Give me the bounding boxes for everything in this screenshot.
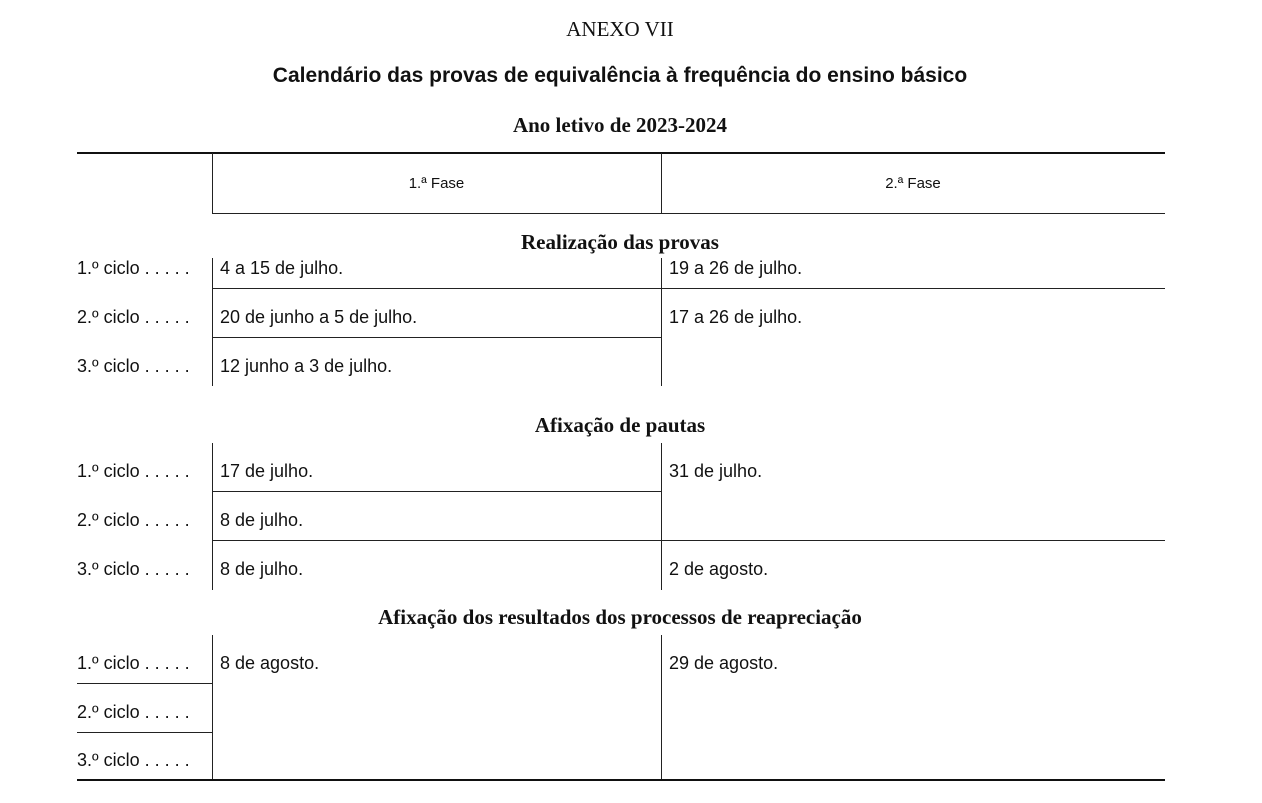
s2-phase2-cycle3: 2 de agosto. [669, 559, 769, 579]
s1-cycle-2: 2.º ciclo . . . . . [77, 307, 190, 327]
s1-cycle-1: 1.º ciclo . . . . . [77, 258, 190, 278]
s1-divider-mid [661, 258, 662, 386]
s1-row1-rule [212, 288, 1165, 289]
s3-divider-mid [661, 635, 662, 780]
s3-cycle-3: 3.º ciclo . . . . . [77, 750, 190, 770]
s2-row1-rule [212, 491, 661, 492]
s1-phase2-cycle1: 19 a 26 de julho. [669, 258, 803, 278]
s1-cycle-3: 3.º ciclo . . . . . [77, 356, 190, 376]
s2-phase1-cycle3: 8 de julho. [220, 559, 304, 579]
school-year: Ano letivo de 2023-2024 [512, 113, 728, 137]
s3-phase1-all-cycles: 8 de agosto. [220, 653, 320, 673]
s3-row2-rule [77, 732, 212, 733]
s2-row2-rule [212, 540, 1165, 541]
table-bottom-rule [77, 779, 1165, 781]
s3-row1-rule [77, 683, 212, 684]
s1-phase1-cycle1: 4 a 15 de julho. [220, 258, 344, 278]
s3-phase2-all-cycles: 29 de agosto. [669, 653, 779, 673]
document-title: Calendário das provas de equivalência à frequência do ensino básico [272, 64, 968, 87]
s3-cycle-2: 2.º ciclo . . . . . [77, 702, 190, 722]
s2-cycle-1: 1.º ciclo . . . . . [77, 461, 190, 481]
s2-divider-left [212, 443, 213, 590]
s1-row2-rule [212, 337, 661, 338]
section-title-postings: Afixação de pautas [534, 413, 706, 437]
header-bottom-rule [212, 213, 1165, 214]
section-title-exams: Realização das provas [521, 230, 719, 254]
s2-phase1-cycle1: 17 de julho. [220, 461, 314, 481]
phase2-header: 2.ª Fase [885, 175, 941, 192]
s2-cycle-3: 3.º ciclo . . . . . [77, 559, 190, 579]
s3-divider-left [212, 635, 213, 780]
s1-phase1-cycle3: 12 junho a 3 de julho. [220, 356, 393, 376]
s3-cycle-1: 1.º ciclo . . . . . [77, 653, 190, 673]
s2-phase2-cycle12: 31 de julho. [669, 461, 763, 481]
section-title-reappraisal: Afixação dos resultados dos processos de reapreciação [378, 605, 862, 629]
phase1-header: 1.ª Fase [408, 175, 465, 192]
annex-label: ANEXO VII [566, 17, 674, 41]
table-top-rule [77, 152, 1165, 154]
s2-cycle-2: 2.º ciclo . . . . . [77, 510, 190, 530]
s2-divider-mid [661, 443, 662, 590]
s2-phase1-cycle2: 8 de julho. [220, 510, 304, 530]
s1-phase2-cycle23: 17 a 26 de julho. [669, 307, 803, 327]
s1-divider-left [212, 258, 213, 386]
s1-phase1-cycle2: 20 de junho a 5 de julho. [220, 307, 418, 327]
